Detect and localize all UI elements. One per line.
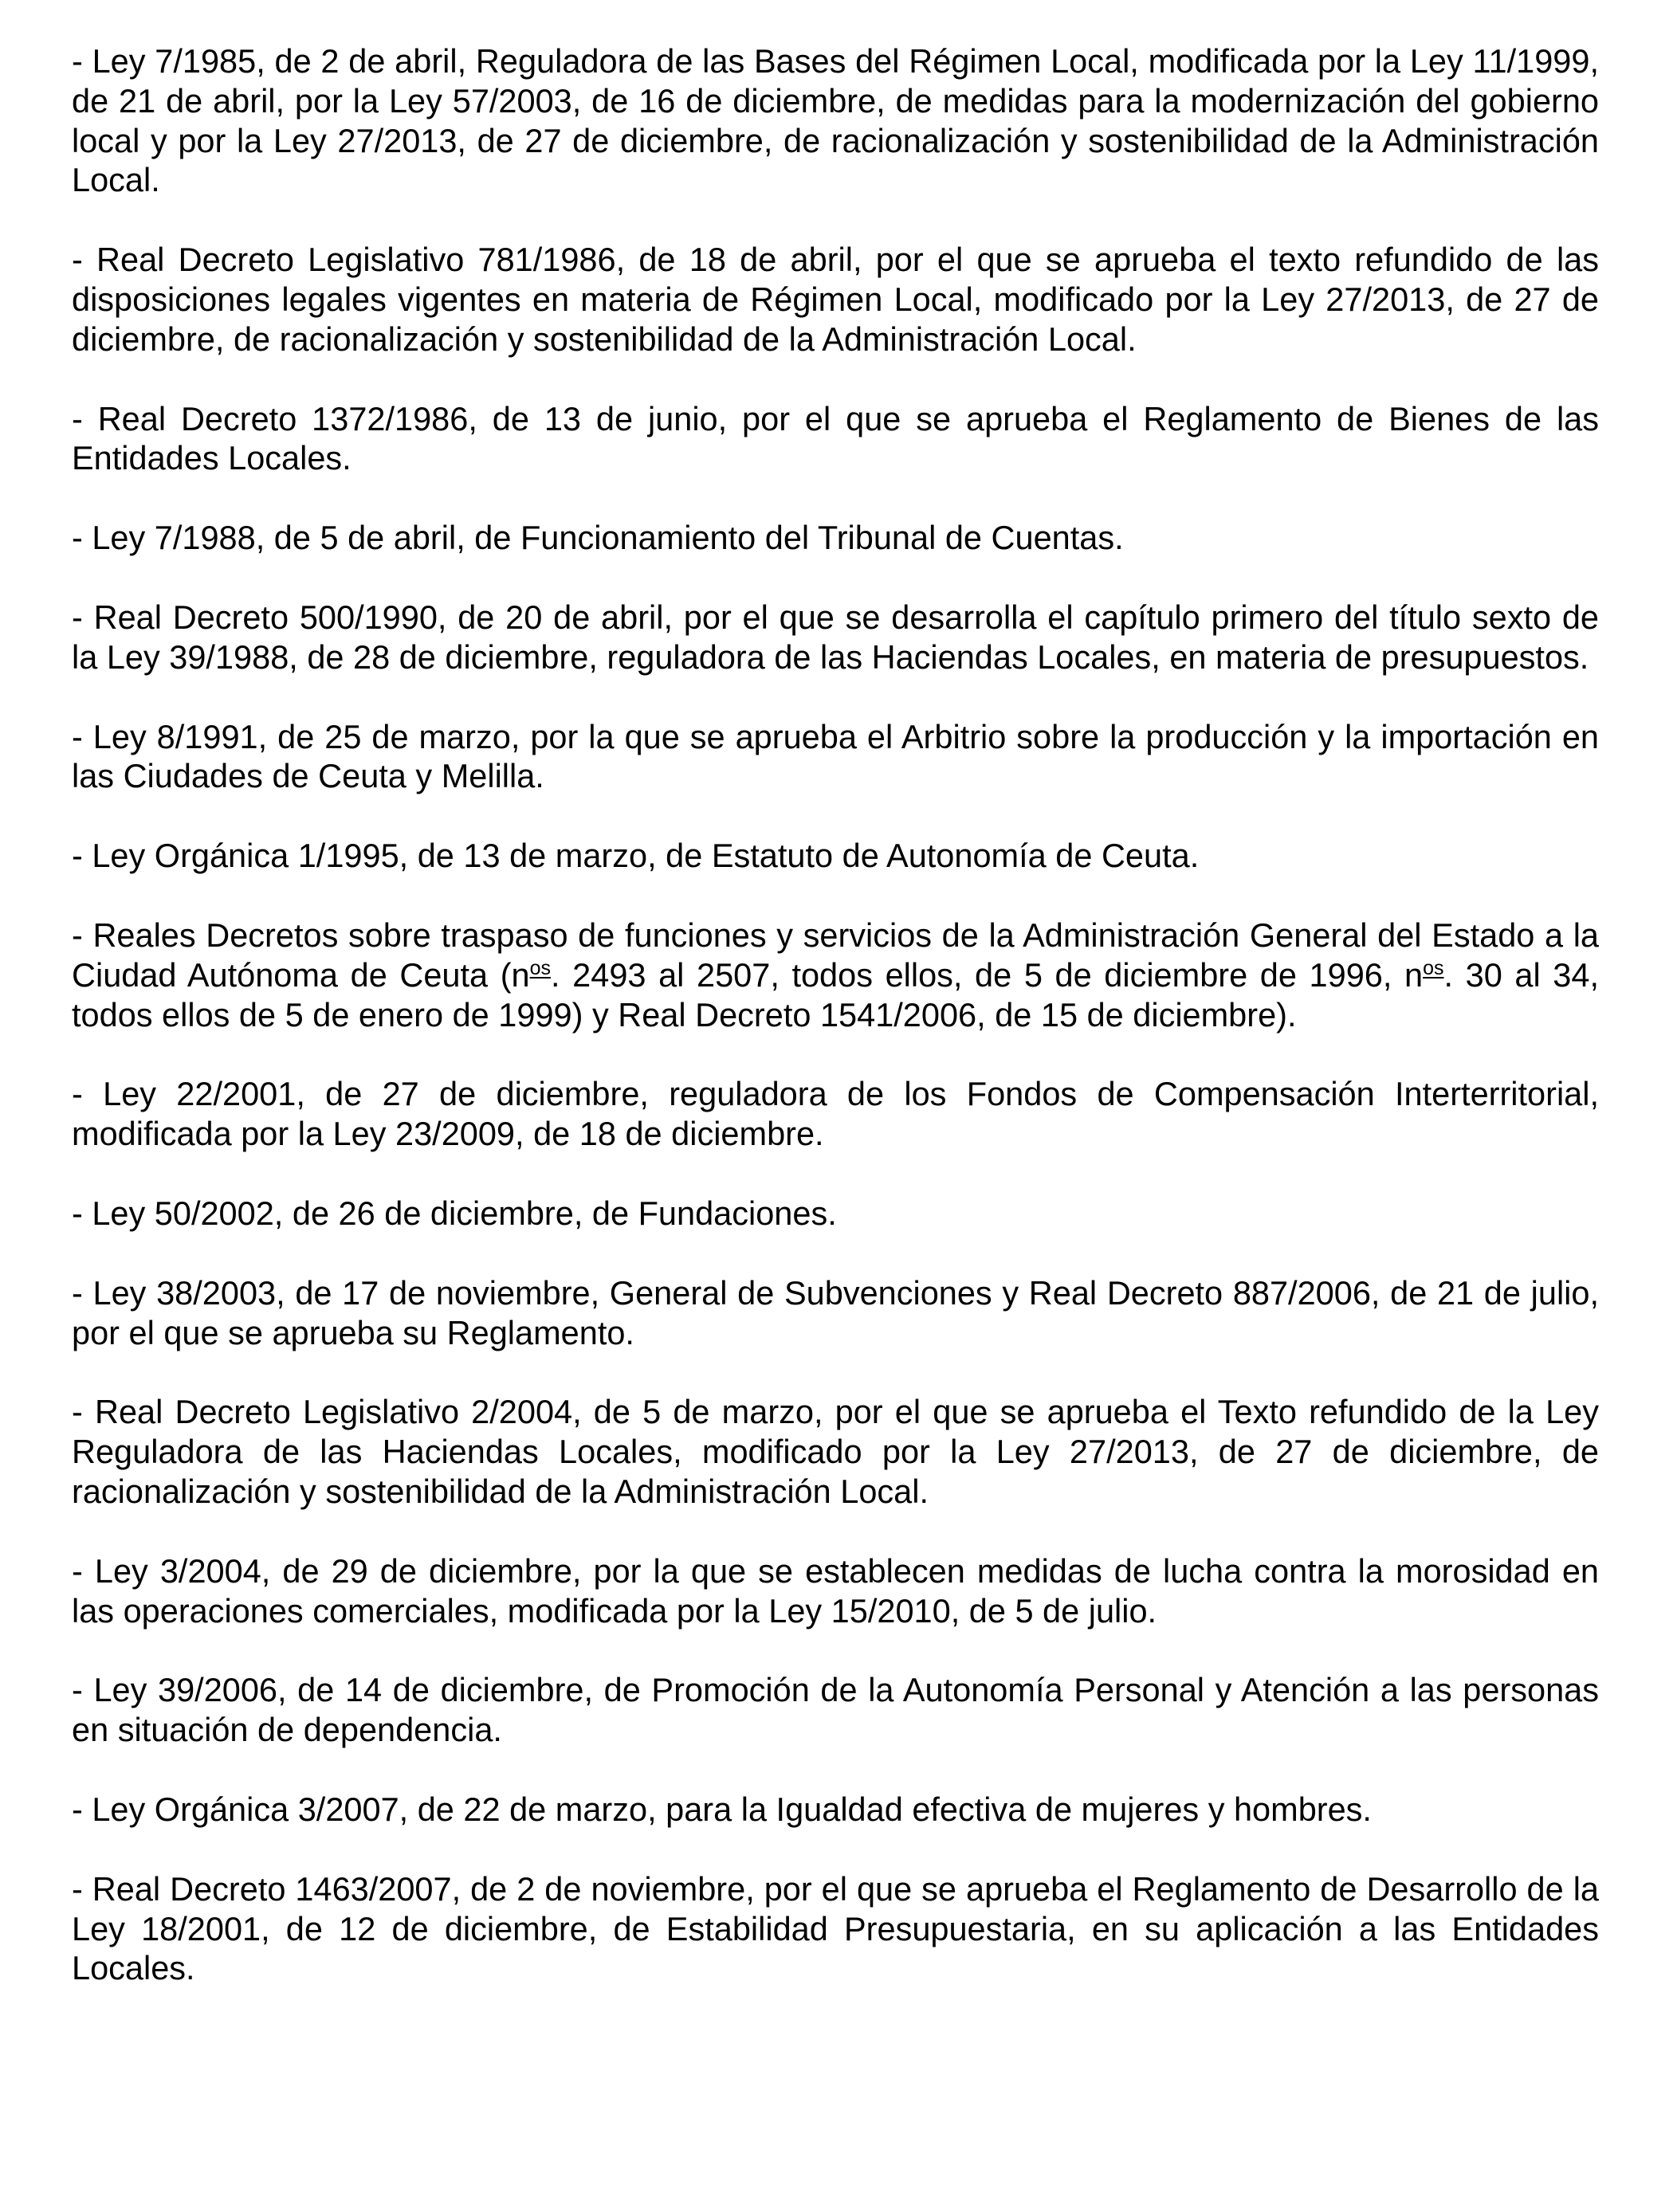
- law-item-ley-7-1985: - Ley 7/1985, de 2 de abril, Reguladora de las Bases del Régimen Local, modificada por la Ley 11/1999, de 21 de abril, por la Ley 57/2003, de 16 de diciembre, de medidas para la modernización del gobierno local y por la Ley 27/2013, de 27 de diciembre, de racionalización y sostenibilidad de la Administración Local.: [72, 42, 1599, 199]
- law-item-ley-50-2002: - Ley 50/2002, de 26 de diciembre, de Fundaciones.: [72, 1194, 837, 1232]
- text-segment: - Reales Decretos sobre traspaso de funciones y servicios de la Administración General del Estado a la Ciudad Autónoma de Ceuta (n: [72, 916, 1599, 994]
- law-item-ley-8-1991: - Ley 8/1991, de 25 de marzo, por la que se aprueba el Arbitrio sobre la producción y la importación en las Ciudades de Ceuta y Melilla.: [72, 717, 1599, 795]
- law-item-reales-decretos-traspaso: [72, 916, 1599, 1034]
- superscript-os: os: [1423, 956, 1444, 979]
- text-segment: . 2493 al 2507, todos ellos, de 5 de diciembre de 1996, n: [551, 955, 1424, 994]
- law-item-lo-3-2007: - Ley Orgánica 3/2007, de 22 de marzo, para la Igualdad efectiva de mujeres y hombres.: [72, 1790, 1372, 1828]
- superscript-os: os: [529, 956, 552, 979]
- law-item-ley-38-2003: - Ley 38/2003, de 17 de noviembre, General de Subvenciones y Real Decreto 887/2006, de 21 de julio, por el que se aprueba su Reglamento.: [72, 1273, 1599, 1351]
- law-item-rd-1463-2007: - Real Decreto 1463/2007, de 2 de noviembre, por el que se aprueba el Reglamento de Desarrollo de la Ley 18/2001, de 12 de diciembre, de Estabilidad Presupuestaria, en su aplicación a las Entidades Locales.: [72, 1869, 1599, 1987]
- law-item-lo-1-1995: - Ley Orgánica 1/1995, de 13 de marzo, de Estatuto de Autonomía de Ceuta.: [72, 837, 1200, 875]
- law-item-rd-1372-1986: - Real Decreto 1372/1986, de 13 de junio, por el que se aprueba el Reglamento de Bienes de las Entidades Locales.: [72, 399, 1599, 477]
- document-page: [72, 41, 1599, 2028]
- text-segment: . 30 al 34, todos ellos de 5 de enero de 1999) y Real Decreto 1541/2006, de 15 de diciembre).: [72, 955, 1599, 1033]
- law-item-rdl-2-2004: - Real Decreto Legislativo 2/2004, de 5 de marzo, por el que se aprueba el Texto refundido de la Ley Reguladora de las Haciendas Locales, modificado por la Ley 27/2013, de 27 de diciembre, de racionalización y sostenibilidad de la Administración Local.: [72, 1393, 1599, 1510]
- law-item-ley-3-2004: - Ley 3/2004, de 29 de diciembre, por la que se establecen medidas de lucha contra la morosidad en las operaciones comerciales, modificada por la Ley 15/2010, de 5 de julio.: [72, 1551, 1599, 1630]
- law-item-ley-22-2001: - Ley 22/2001, de 27 de diciembre, reguladora de los Fondos de Compensación Interterritorial, modificada por la Ley 23/2009, de 18 de diciembre.: [72, 1075, 1599, 1153]
- law-item-ley-7-1988: - Ley 7/1988, de 5 de abril, de Funcionamiento del Tribunal de Cuentas.: [72, 519, 1124, 557]
- law-item-ley-39-2006: - Ley 39/2006, de 14 de diciembre, de Promoción de la Autonomía Personal y Atención a las personas en situación de dependencia.: [72, 1671, 1599, 1749]
- law-item-rdl-781-1986: - Real Decreto Legislativo 781/1986, de 18 de abril, por el que se aprueba el texto refundido de las disposiciones legales vigentes en materia de Régimen Local, modificado por la Ley 27/2013, de 27 de diciembre, de racionalización y sostenibilidad de la Administración Local.: [72, 241, 1599, 358]
- law-item-rd-500-1990: - Real Decreto 500/1990, de 20 de abril, por el que se desarrolla el capítulo primero del título sexto de la Ley 39/1988, de 28 de diciembre, reguladora de las Haciendas Locales, en materia de presupuestos.: [72, 598, 1599, 676]
